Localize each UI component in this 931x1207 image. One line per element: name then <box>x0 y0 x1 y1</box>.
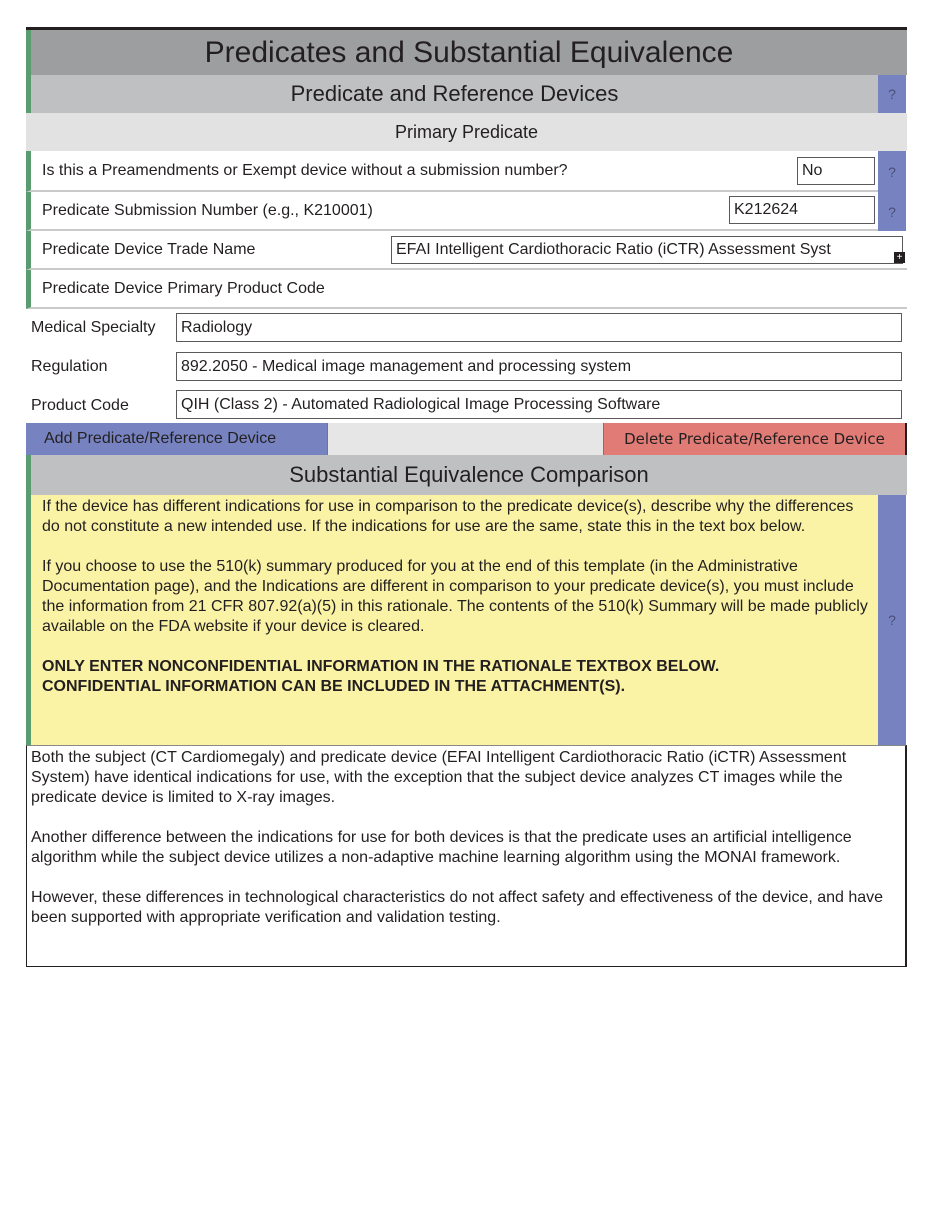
instruction-paragraph: If the device has different indications for use in comparison to the predicate device(s), describe why the differences do not constitute a new intended use. If the indications for use are the same, state this in the text box below. <box>42 498 854 535</box>
exempt-device-row <box>26 151 878 192</box>
section-title-primary-predicate: Primary Predicate <box>26 113 907 151</box>
trade-name-input[interactable]: EFAI Intelligent Cardiothoracic Ratio (iCTR) Assessment Syst <box>391 236 903 264</box>
section-title-se-comparison: Substantial Equivalence Comparison <box>26 455 907 495</box>
regulation-label: Regulation <box>31 358 108 375</box>
regulation-field[interactable]: 892.2050 - Medical image management and processing system <box>176 352 902 381</box>
submission-number-row <box>26 192 878 231</box>
rationale-paragraph: Another difference between the indications for use for both devices is that the predicate uses an artificial intelligence algorithm while the subject device utilizes a non-adaptive machine learning algorithm using the MONAI framework. <box>31 829 852 866</box>
confidential-warning-line: CONFIDENTIAL INFORMATION CAN BE INCLUDED IN THE ATTACHMENT(S). <box>42 678 626 695</box>
submission-number-input[interactable]: K212624 <box>729 196 875 224</box>
submission-number-label: Predicate Submission Number (e.g., K210001) <box>42 201 373 219</box>
expand-field-icon[interactable]: + <box>894 252 905 263</box>
medical-specialty-field[interactable]: Radiology <box>176 313 902 342</box>
help-icon: ? <box>888 86 896 102</box>
rationale-textbox[interactable] <box>26 745 907 967</box>
page-title: Predicates and Substantial Equivalence <box>26 30 907 75</box>
help-icon: ? <box>888 203 896 220</box>
trade-name-label: Predicate Device Trade Name <box>42 240 256 258</box>
rationale-paragraph: Both the subject (CT Cardiomegaly) and predicate device (EFAI Intelligent Cardiothoracic Ratio (iCTR) Assessment System) have identical indications for use, with the exception that the subject device analyzes CT images while the predicate device is limited to X-ray images. <box>31 749 847 806</box>
help-button-submission[interactable] <box>878 192 906 231</box>
help-icon: ? <box>888 612 896 628</box>
product-code-label: Product Code <box>31 397 129 414</box>
rationale-paragraph: However, these differences in technological characteristics do not affect safety and effectiveness of the device, and have been supported with appropriate verification and validation testing. <box>31 889 884 926</box>
instruction-paragraph: If you choose to use the 510(k) summary produced for you at the end of this template (in the Administrative Documentation page), and the Indications are different in comparison to your predicate device(s), you must include the information from 21 CFR 807.92(a)(5) in this rationale. The contents of the 510(k) Summary will be made publicly available on the FDA website if your device is cleared. <box>42 558 868 635</box>
exempt-device-label: Is this a Preamendments or Exempt device without a submission number? <box>42 161 568 179</box>
help-icon: ? <box>888 163 896 180</box>
help-button-se-comparison[interactable] <box>878 495 906 745</box>
product-code-field[interactable]: QIH (Class 2) - Automated Radiological Image Processing Software <box>176 390 902 419</box>
primary-product-code-label: Predicate Device Primary Product Code <box>42 279 325 297</box>
primary-product-code-row <box>26 270 907 309</box>
help-button-exempt[interactable] <box>878 151 906 192</box>
add-predicate-button[interactable]: Add Predicate/Reference Device <box>26 423 328 455</box>
se-instructions <box>26 495 878 745</box>
delete-predicate-button[interactable]: Delete Predicate/Reference Device <box>603 423 907 455</box>
confidential-warning-line: ONLY ENTER NONCONFIDENTIAL INFORMATION IN THE RATIONALE TEXTBOX BELOW. <box>42 658 720 675</box>
trade-name-row <box>26 231 907 270</box>
section-title-predicate-reference: Predicate and Reference Devices <box>26 75 878 113</box>
medical-specialty-label: Medical Specialty <box>31 319 156 336</box>
exempt-device-select[interactable]: No <box>797 157 875 185</box>
button-spacer <box>328 423 603 455</box>
help-button-predicate-reference[interactable] <box>878 75 906 113</box>
